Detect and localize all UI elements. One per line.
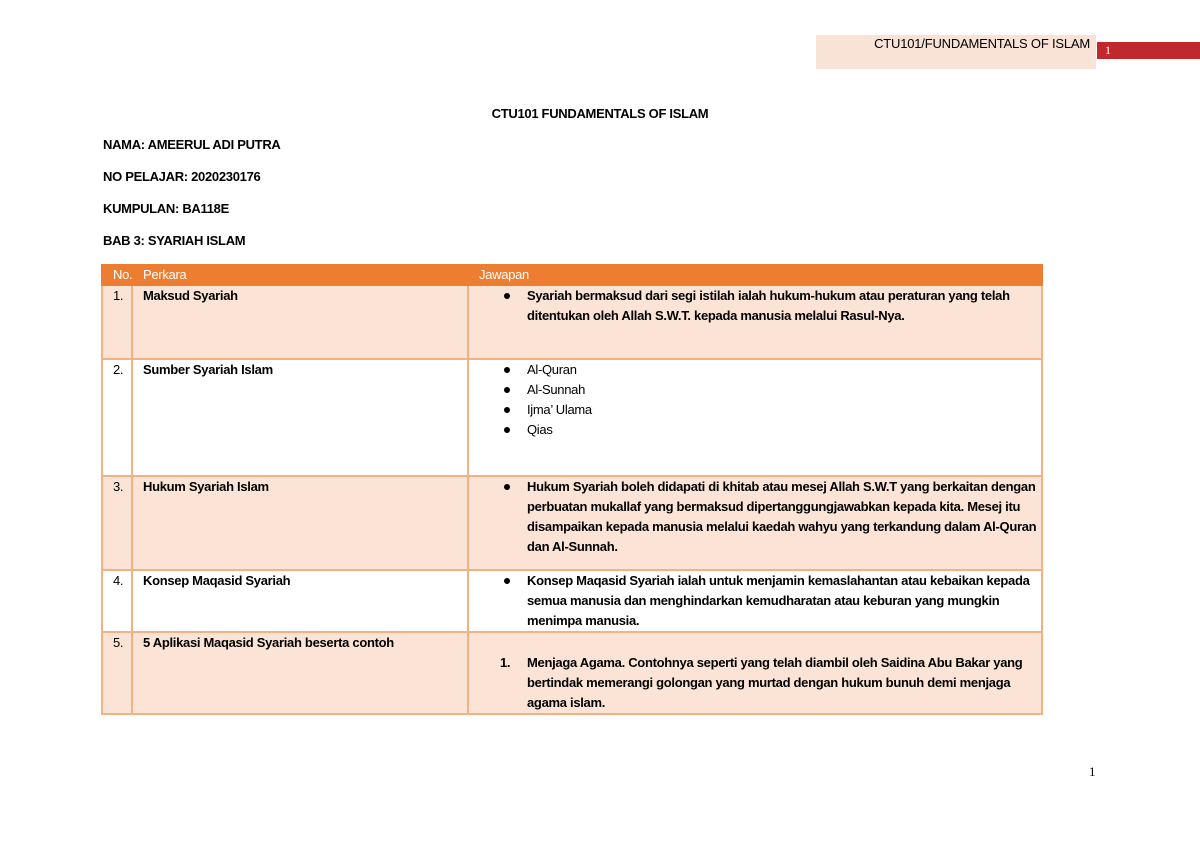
answer-bullet: Syariah bermaksud dari segi istilah ialah hukum-hukum atau peraturan yang telah ditentukan oleh Allah S.W.T. kepada manusia melalui Rasul-Nya.: [469, 286, 1041, 326]
row-number: 1.: [102, 285, 132, 359]
column-header-jawapan: Jawapan: [468, 265, 1042, 285]
row-number: 4.: [102, 570, 132, 632]
column-header-perkara: Perkara: [132, 265, 468, 285]
item-number: 1.: [500, 655, 511, 670]
row-answer: [468, 570, 1042, 632]
row-answer: [468, 359, 1042, 476]
row-topic: Sumber Syariah Islam: [132, 359, 468, 476]
answer-numbered-item: [469, 653, 1041, 713]
chapter-heading: BAB 3: SYARIAH ISLAM: [103, 233, 246, 248]
answer-bullet: Al-Sunnah: [469, 380, 1041, 400]
row-number: 3.: [102, 476, 132, 570]
student-name: NAMA: AMEERUL ADI PUTRA: [103, 137, 281, 152]
row-answer: [468, 632, 1042, 714]
answer-bullet: Hukum Syariah boleh didapati di khitab atau mesej Allah S.W.T yang berkaitan dengan perbuatan mukallaf yang bermaksud dipertanggungjawabkan kepada kita. Mesej itu disampaikan kepada manusia melalui kaedah wahyu yang terkandung dalam Al-Quran dan Al-Sunnah.: [469, 477, 1041, 557]
answer-bullet: Konsep Maqasid Syariah ialah untuk menjamin kemaslahantan atau kebaikan kepada semua manusia dan menghindarkan kemudharatan atau keburan yang mungkin menimpa manusia.: [469, 571, 1041, 631]
row-answer: [468, 285, 1042, 359]
table-row: [102, 359, 1042, 476]
table-row: [102, 570, 1042, 632]
answer-bullet: Al-Quran: [469, 360, 1041, 380]
row-number: 2.: [102, 359, 132, 476]
row-topic: 5 Aplikasi Maqasid Syariah beserta contoh: [132, 632, 468, 714]
row-answer: [468, 476, 1042, 570]
table-row: [102, 476, 1042, 570]
student-id: NO PELAJAR: 2020230176: [103, 169, 261, 184]
answer-bullet: Qias: [469, 420, 1041, 440]
row-topic: Hukum Syariah Islam: [132, 476, 468, 570]
header-page-number: 1: [1105, 43, 1111, 57]
table-header-row: [102, 265, 1042, 285]
column-header-no: No.: [102, 265, 132, 285]
row-topic: Konsep Maqasid Syariah: [132, 570, 468, 632]
row-topic: Maksud Syariah: [132, 285, 468, 359]
answer-bullet: Ijma’ Ulama: [469, 400, 1041, 420]
answer-table: [101, 264, 1043, 715]
running-header-title: CTU101/FUNDAMENTALS OF ISLAM: [874, 36, 1090, 51]
table-row: [102, 632, 1042, 714]
document-title: CTU101 FUNDAMENTALS OF ISLAM: [491, 106, 709, 121]
page-number-tab: [1097, 42, 1200, 59]
footer-page-number: 1: [1089, 764, 1096, 779]
item-text: Menjaga Agama. Contohnya seperti yang telah diambil oleh Saidina Abu Bakar yang bertindak memerangi golongan yang murtad dengan hukum bunuh demi menjaga agama islam.: [527, 655, 1023, 710]
student-group: KUMPULAN: BA118E: [103, 201, 229, 216]
table-row: [102, 285, 1042, 359]
row-number: 5.: [102, 632, 132, 714]
